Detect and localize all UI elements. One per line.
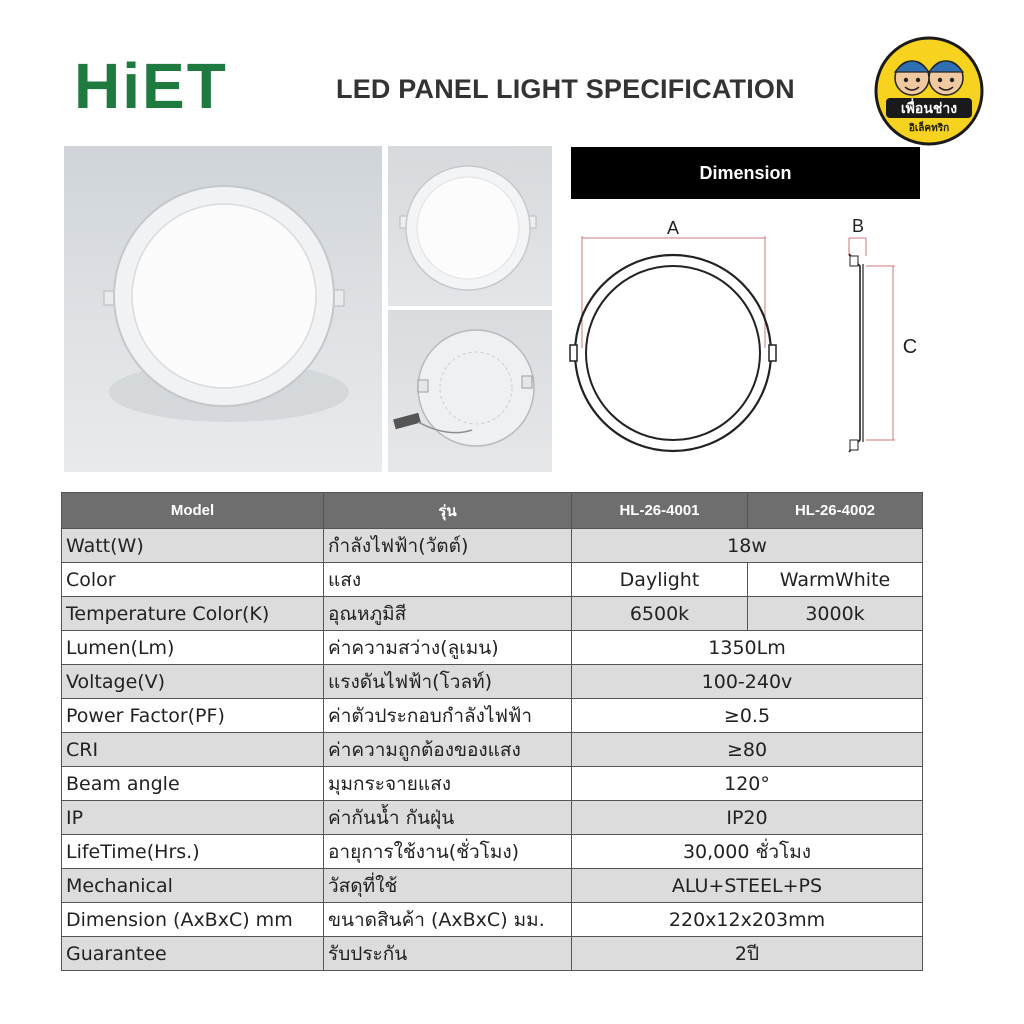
row-label-en: LifeTime(Hrs.) — [62, 835, 324, 869]
label-b: B — [851, 216, 865, 236]
header-model-th: รุ่น — [324, 493, 572, 529]
row-label-th: ค่ากันน้ำ กันฝุ่น — [324, 801, 572, 835]
row-value: IP20 — [572, 801, 923, 835]
table-row — [62, 563, 923, 597]
row-value: 220x12x203mm — [572, 903, 923, 937]
product-photo-back — [388, 310, 552, 472]
row-label-th: แรงดันไฟฟ้า(โวลท์) — [324, 665, 572, 699]
table-row — [62, 733, 923, 767]
dimension-diagram — [560, 208, 940, 478]
row-label-th: ขนาดสินค้า (AxBxC) มม. — [324, 903, 572, 937]
brand-logo: HiET — [74, 50, 228, 122]
page-title: LED PANEL LIGHT SPECIFICATION — [336, 74, 795, 104]
row-label-th: อายุการใช้งาน(ชั่วโมง) — [324, 835, 572, 869]
row-label-en: Lumen(Lm) — [62, 631, 324, 665]
table-row — [62, 597, 923, 631]
dimension-header: Dimension — [571, 147, 920, 199]
row-value-1: 6500k — [572, 597, 748, 631]
product-photo-main — [64, 146, 382, 472]
row-value: 100-240v — [572, 665, 923, 699]
row-label-th: มุมกระจายแสง — [324, 767, 572, 801]
row-label-en: Guarantee — [62, 937, 324, 971]
badge-subtitle: อิเล็คทริก — [908, 123, 950, 134]
row-label-en: Color — [62, 563, 324, 597]
partner-badge — [874, 36, 984, 146]
row-label-en: Voltage(V) — [62, 665, 324, 699]
row-label-th: วัสดุที่ใช้ — [324, 869, 572, 903]
row-value-2: WarmWhite — [748, 563, 923, 597]
row-label-en: CRI — [62, 733, 324, 767]
row-value: ≥80 — [572, 733, 923, 767]
table-row — [62, 699, 923, 733]
row-label-en: Beam angle — [62, 767, 324, 801]
table-row — [62, 937, 923, 971]
row-value: 18w — [572, 529, 923, 563]
table-row — [62, 631, 923, 665]
table-row — [62, 767, 923, 801]
header-variant-1: HL-26-4001 — [572, 493, 748, 529]
row-label-th: ค่าความสว่าง(ลูเมน) — [324, 631, 572, 665]
row-value: ALU+STEEL+PS — [572, 869, 923, 903]
row-label-th: ค่าตัวประกอบกำลังไฟฟ้า — [324, 699, 572, 733]
header-model: Model — [62, 493, 324, 529]
row-label-en: Watt(W) — [62, 529, 324, 563]
row-value: ≥0.5 — [572, 699, 923, 733]
table-row — [62, 869, 923, 903]
row-label-en: Dimension (AxBxC) mm — [62, 903, 324, 937]
row-value: 1350Lm — [572, 631, 923, 665]
row-label-en: Mechanical — [62, 869, 324, 903]
row-value-2: 3000k — [748, 597, 923, 631]
table-row — [62, 801, 923, 835]
table-row — [62, 665, 923, 699]
row-value-1: Daylight — [572, 563, 748, 597]
product-photo-front — [388, 146, 552, 306]
row-label-en: IP — [62, 801, 324, 835]
table-header-row — [62, 493, 923, 529]
row-label-th: กำลังไฟฟ้า(วัตต์) — [324, 529, 572, 563]
table-row — [62, 529, 923, 563]
table-row — [62, 835, 923, 869]
row-label-en: Power Factor(PF) — [62, 699, 324, 733]
label-c: C — [902, 336, 918, 358]
row-label-th: แสง — [324, 563, 572, 597]
row-value: 2ปี — [572, 937, 923, 971]
row-label-th: รับประกัน — [324, 937, 572, 971]
row-label-th: อุณหภูมิสี — [324, 597, 572, 631]
row-value: 30,000 ชั่วโมง — [572, 835, 923, 869]
badge-title: เพื่อนช่าง — [900, 101, 958, 117]
row-label-en: Temperature Color(K) — [62, 597, 324, 631]
spec-table — [61, 492, 923, 971]
table-row — [62, 903, 923, 937]
label-a: A — [666, 218, 680, 238]
row-label-th: ค่าความถูกต้องของแสง — [324, 733, 572, 767]
row-value: 120° — [572, 767, 923, 801]
header-variant-2: HL-26-4002 — [748, 493, 923, 529]
